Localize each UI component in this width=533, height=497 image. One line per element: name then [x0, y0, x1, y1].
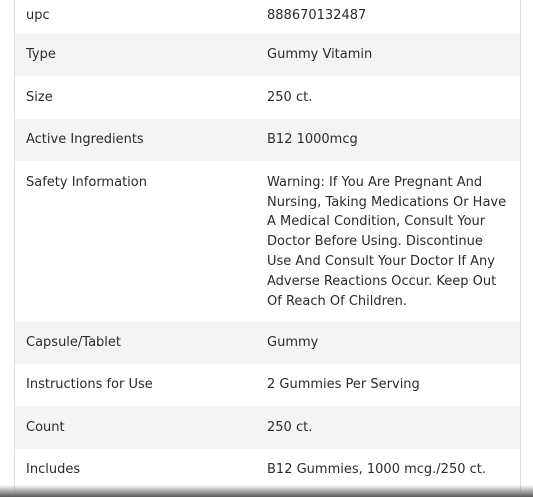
spec-label: Capsule/Tablet	[26, 335, 122, 351]
spec-value: B12 1000mcg	[267, 131, 358, 147]
spec-value: 888670132487	[267, 8, 367, 24]
spec-row-type	[15, 34, 520, 76]
specifications-table	[14, 0, 521, 491]
spec-label: Size	[26, 89, 53, 105]
spec-label: upc	[26, 8, 50, 24]
spec-row-safety-information	[15, 161, 520, 322]
spec-value: Gummy Vitamin	[267, 47, 373, 63]
spec-label: Instructions for Use	[26, 377, 153, 393]
spec-row-capsule-tablet	[15, 322, 520, 364]
spec-value: Warning: If You Are Pregnant And Nursing, Taking Medications Or Have A Medical Condition, Consult Your Doctor Before Using. Discontinue Use And Consult Your Doctor If Any Adverse Reactions Occur. Keep Out Of Reach Of Children.	[267, 174, 507, 309]
window-bottom-shadow	[0, 485, 533, 497]
spec-row-size	[15, 76, 520, 118]
spec-value: B12 Gummies, 1000 mcg./250 ct.	[267, 462, 486, 478]
spec-label: Safety Information	[26, 174, 147, 190]
spec-value: Gummy	[267, 335, 319, 351]
spec-label: Count	[26, 419, 65, 435]
spec-row-instructions-for-use	[15, 364, 520, 406]
spec-label: Type	[26, 47, 56, 63]
spec-row-upc	[15, 0, 520, 34]
spec-label: Includes	[26, 462, 81, 478]
spec-value: 250 ct.	[267, 89, 313, 105]
spec-row-count	[15, 406, 520, 448]
spec-row-active-ingredients	[15, 119, 520, 161]
spec-value: 2 Gummies Per Serving	[267, 377, 420, 393]
spec-value: 250 ct.	[267, 419, 313, 435]
spec-label: Active Ingredients	[26, 131, 144, 147]
